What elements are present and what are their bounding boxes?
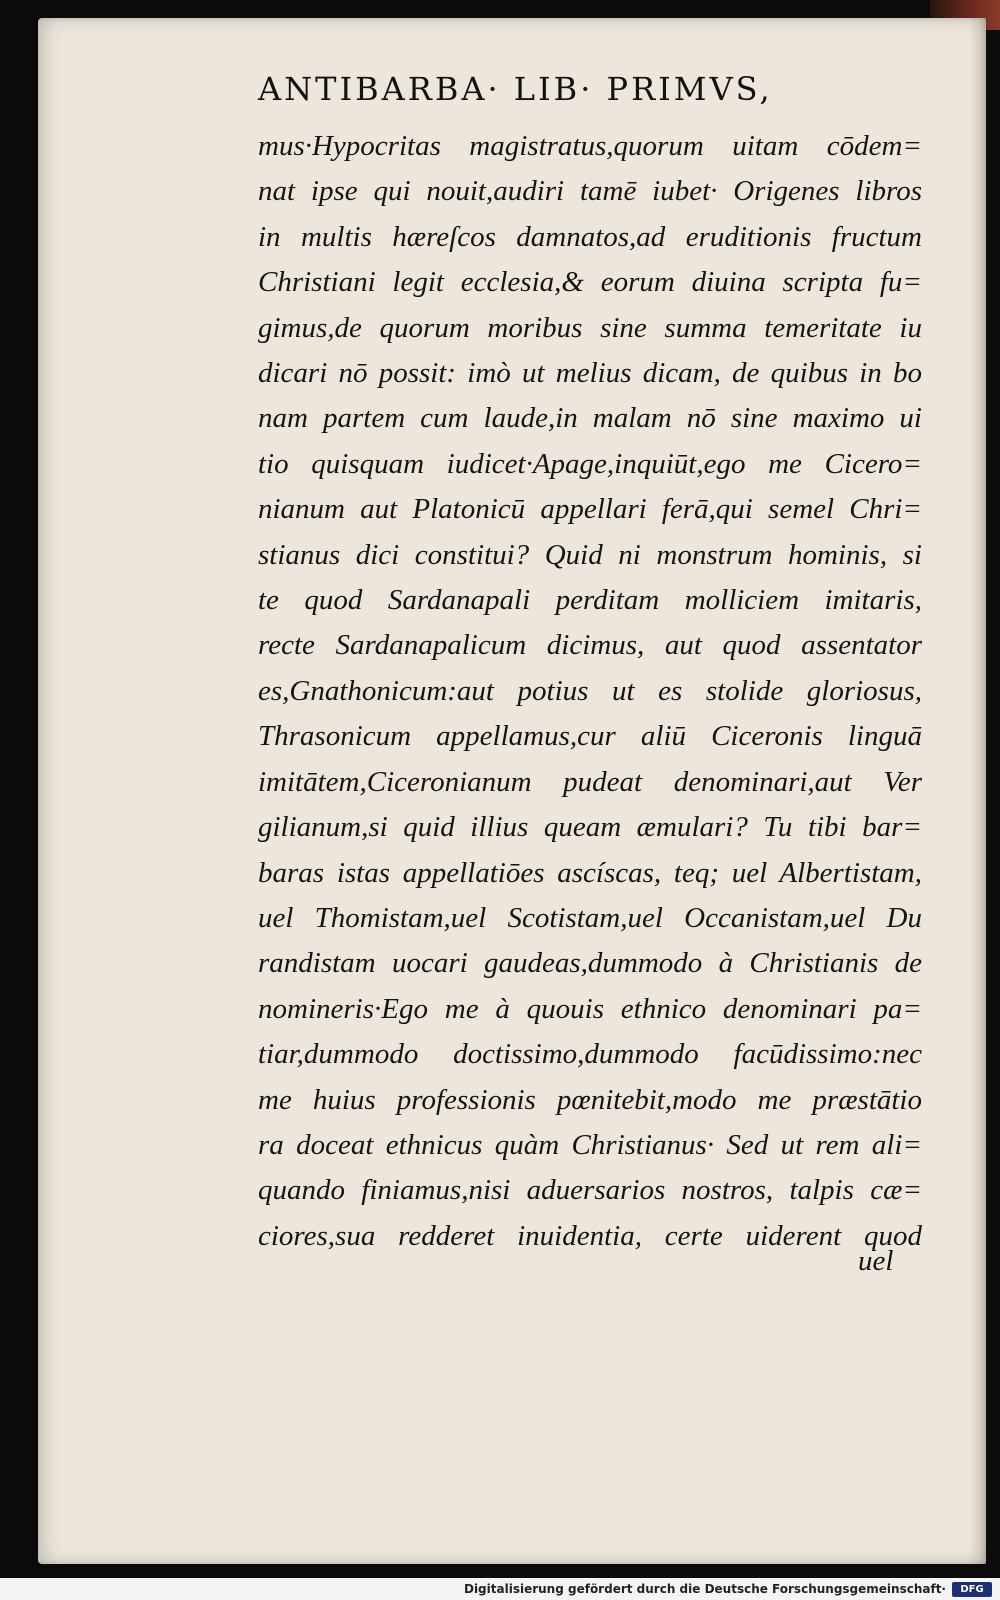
text-line: ciores,sua redderet inuidentia, certe uiderent quod (258, 1219, 922, 1252)
footer-bar (0, 1578, 1000, 1600)
text-line: recte Sardanapalicum dicimus, aut quod assentator (258, 629, 922, 662)
text-line: mus·Hypocritas magistratus,quorum uitam cōdem= (258, 130, 922, 162)
text-line: nam partem cum laude,in malam nō sine maximo ui (258, 402, 922, 435)
running-head: ANTIBARBA· LIB· PRIMVS, (258, 70, 773, 108)
text-line: Thrasonicum appellamus,cur aliū Ciceronis linguā (258, 720, 922, 753)
text-line: randistam uocari gaudeas,dummodo à Christianis de (258, 947, 922, 980)
text-line: gimus,de quorum moribus sine summa temeritate iu (258, 311, 922, 344)
funding-notice: Digitalisierung gefördert durch die Deutsche Forschungsgemeinschaft· (463, 1582, 946, 1596)
text-line: dicari nō possit: imò ut melius dicam, de quibus in bo (258, 357, 922, 390)
text-line: ra doceat ethnicus quàm Christianus· Sed ut rem ali= (258, 1128, 922, 1161)
text-line: uel Thomistam,uel Scotistam,uel Occanistam,uel Du (258, 901, 922, 934)
text-line: stianus dici constitui? Quid ni monstrum hominis, si (258, 538, 922, 571)
text-line: baras istas appellatiōes ascíscas, teq; uel Albertistam, (258, 856, 922, 889)
text-line: Christiani legit ecclesia,& eorum diuina scripta fu= (258, 266, 922, 299)
catchword: uel (858, 1245, 894, 1277)
text-line: in multis hæreſcos damnatos,ad eruditionis fructum (258, 220, 922, 253)
text-line: nianum aut Platonicū appellari ferā,qui semel Chri= (258, 493, 922, 526)
text-line: tio quisquam iudicet·Apage,inquiūt,ego me Cicero= (258, 447, 922, 480)
text-line: me huius professionis pœnitebit,modo me præstātio (258, 1083, 922, 1116)
text-line: es,Gnathonicum:aut potius ut es stolide gloriosus, (258, 674, 922, 707)
text-line: tiar,dummodo doctissimo,dummodo facūdissimo:nec (258, 1038, 922, 1071)
text-line: imitātem,Ciceronianum pudeat denominari,aut Ver (258, 765, 922, 798)
text-line: nat ipse qui nouit,audiri tamē iubet· Origenes libros (258, 175, 922, 208)
page-edge-shadow (968, 18, 986, 1564)
dfg-logo: DFG (952, 1582, 992, 1597)
text-line: quando finiamus,nisi aduersarios nostros, talpis cæ= (258, 1174, 922, 1207)
body-text (258, 124, 922, 1259)
text-line: gilianum,si quid illius queam æmulari? Tu tibi bar= (258, 811, 922, 844)
text-line: te quod Sardanapali perditam molliciem imitaris, (258, 584, 922, 617)
text-line: nomineris·Ego me à quouis ethnico denominari pa= (258, 992, 922, 1025)
